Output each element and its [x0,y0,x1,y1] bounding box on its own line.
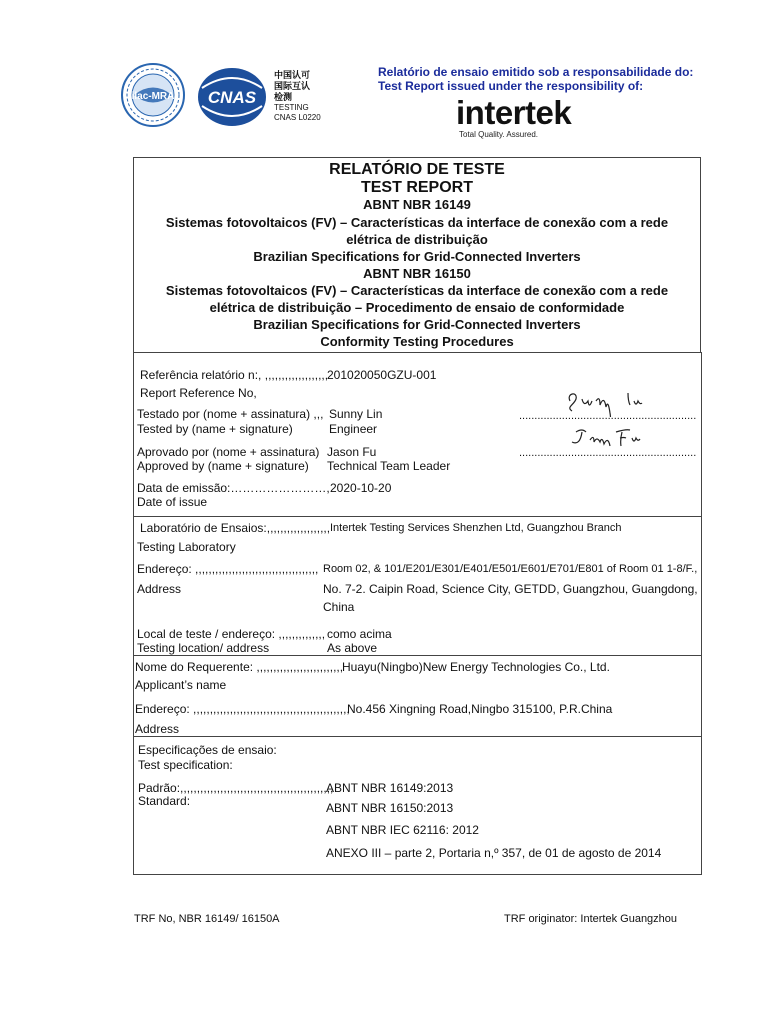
applicant-address-value: No.456 Xingning Road,Ningbo 315100, P.R.China [347,702,613,716]
tested-by-title: Engineer [329,422,378,436]
report-info-section [133,352,702,517]
standard-item: ABNT NBR IEC 62116: 2012 [326,823,479,837]
ilac-mra-logo-text: ilac-MRA [131,91,175,102]
date-of-issue-value: 2020-10-20 [330,481,392,495]
lab-address-line1: Room 02, & 101/E201/E301/E401/E501/E601/E701/E801 of Room 01 1-8/F., [323,563,698,575]
testing-location-label-pt: Local de teste / endereço: ,,,,,,,,,,,,,, [137,627,326,641]
title-line-en: TEST REPORT [360,179,473,196]
test-spec-label-en: Test specification: [138,758,233,772]
cnas-accreditation-text [274,70,321,123]
laboratory-label-pt: Laboratório de Ensaios:,,,,,,,,,,,,,,,,,,, [140,521,331,535]
footer-trf-originator: TRF originator: Intertek Guangzhou [504,913,678,925]
standard-label-pt: Padrão:,,,,,,,,,,,,,,,,,,,,,,,,,,,,,,,,,,,,,,,,,,,,,, [138,781,334,795]
laboratory-label-en: Testing Laboratory [137,540,236,554]
test-spec-label-pt: Especificações de ensaio: [138,743,277,757]
cnas-number: CNAS L0220 [274,113,321,122]
standard-label-en: Standard: [138,794,191,808]
approved-by-title: Technical Team Leader [327,459,451,473]
laboratory-value: Intertek Testing Services Shenzhen Ltd, Guangzhou Branch [330,522,622,534]
intertek-logo-word: intertek [456,94,572,131]
standard-item: ABNT NBR 16149:2013 [326,781,454,795]
title-16150-en-1: Brazilian Specifications for Grid-Connected Inverters [253,317,581,332]
cnas-logo [196,66,268,128]
title-line-pt: RELATÓRIO DE TESTE [329,161,505,178]
title-16150-pt-1: Sistemas fotovoltaicos (FV) – Características da interface de conexão com a rede [165,283,669,298]
date-of-issue-label-pt: Data de emissão:……………………, [137,481,330,495]
applicant-name-value: Huayu(Ningbo)New Energy Technologies Co., Ltd. [342,660,610,674]
report-reference-label-en: Report Reference No, [140,386,257,400]
title-16150-en-2: Conformity Testing Procedures [320,334,514,349]
lab-address-label-en: Address [137,582,182,596]
ilac-mra-logo [120,62,186,128]
footer-trf-number: TRF No, NBR 16149/ 16150A [134,913,280,925]
report-title-block [133,157,701,353]
cnas-cn-line2: 国际互认 [274,81,311,91]
responsibility-line-pt: Relatório de ensaio emitido sob a responsabilidade do: [378,65,694,79]
report-reference-label-pt: Referência relatório n:, ,,,,,,,,,,,,,,,,,,, [140,368,329,382]
applicant-name-label-pt: Nome do Requerente: ,,,,,,,,,,,,,,,,,,,,,,,,,, [135,660,344,674]
approved-by-name: Jason Fu [327,445,377,459]
report-reference-value: 201020050GZU-001 [327,368,437,382]
applicant-address-label-en: Address [135,722,180,736]
testing-location-value-pt: como acima [327,627,392,641]
title-16150-pt-2: elétrica de distribuição – Procedimento de ensaio de conformidade [209,300,625,315]
standard-16149: ABNT NBR 16149 [363,197,471,212]
title-16149-pt-2: elétrica de distribuição [346,232,488,247]
applicant-name-label-en: Applicant’s name [135,678,227,692]
standard-item: ABNT NBR 16150:2013 [326,801,454,815]
tested-by-name: Sunny Lin [329,407,383,421]
tested-by-signature-line: .......................................................... [519,410,697,422]
title-16149-en: Brazilian Specifications for Grid-Connected Inverters [253,249,581,264]
responsibility-line-en: Test Report issued under the responsibility of: [378,79,644,93]
approved-by-label-en: Approved by (name + signature) [137,459,309,473]
testing-location-label-en: Testing location/ address [137,641,270,655]
cnas-cn-line1: 中国认可 [274,70,311,80]
cnas-testing: TESTING [274,103,309,112]
date-of-issue-label-en: Date of issue [137,495,208,509]
responsibility-statement [378,65,693,93]
intertek-logo [456,96,571,140]
laboratory-section [133,516,702,656]
approved-by-signature-line: .......................................................... [519,447,697,459]
tested-by-label-en: Tested by (name + signature) [137,422,293,436]
test-specification-section [133,736,702,875]
cnas-logo-text: CNAS [207,88,257,107]
intertek-logo-tagline: Total Quality. Assured. [459,130,538,139]
standard-item: ANEXO III – parte 2, Portaria n,º 357, de 01 de agosto de 2014 [326,846,662,860]
standard-16150: ABNT NBR 16150 [363,266,471,281]
title-16149-pt-1: Sistemas fotovoltaicos (FV) – Características da interface de conexão com a rede [165,215,669,230]
tested-by-label-pt: Testado por (nome + assinatura) ,,, [137,407,324,421]
applicant-section [133,655,702,737]
lab-address-line2: No. 7-2. Caipin Road, Science City, GETDD, Guangzhou, Guangdong, [323,582,698,596]
testing-location-value-en: As above [327,641,378,655]
applicant-address-label-pt: Endereço: ,,,,,,,,,,,,,,,,,,,,,,,,,,,,,,,,,,,,,,,,,,,,,,, [135,702,350,716]
lab-address-label-pt: Endereço: ,,,,,,,,,,,,,,,,,,,,,,,,,,,,,,,,,,,,, [137,562,319,576]
cnas-cn-line3: 检测 [274,92,293,102]
lab-address-line3: China [323,600,355,614]
approved-by-label-pt: Aprovado por (nome + assinatura) [137,445,320,459]
